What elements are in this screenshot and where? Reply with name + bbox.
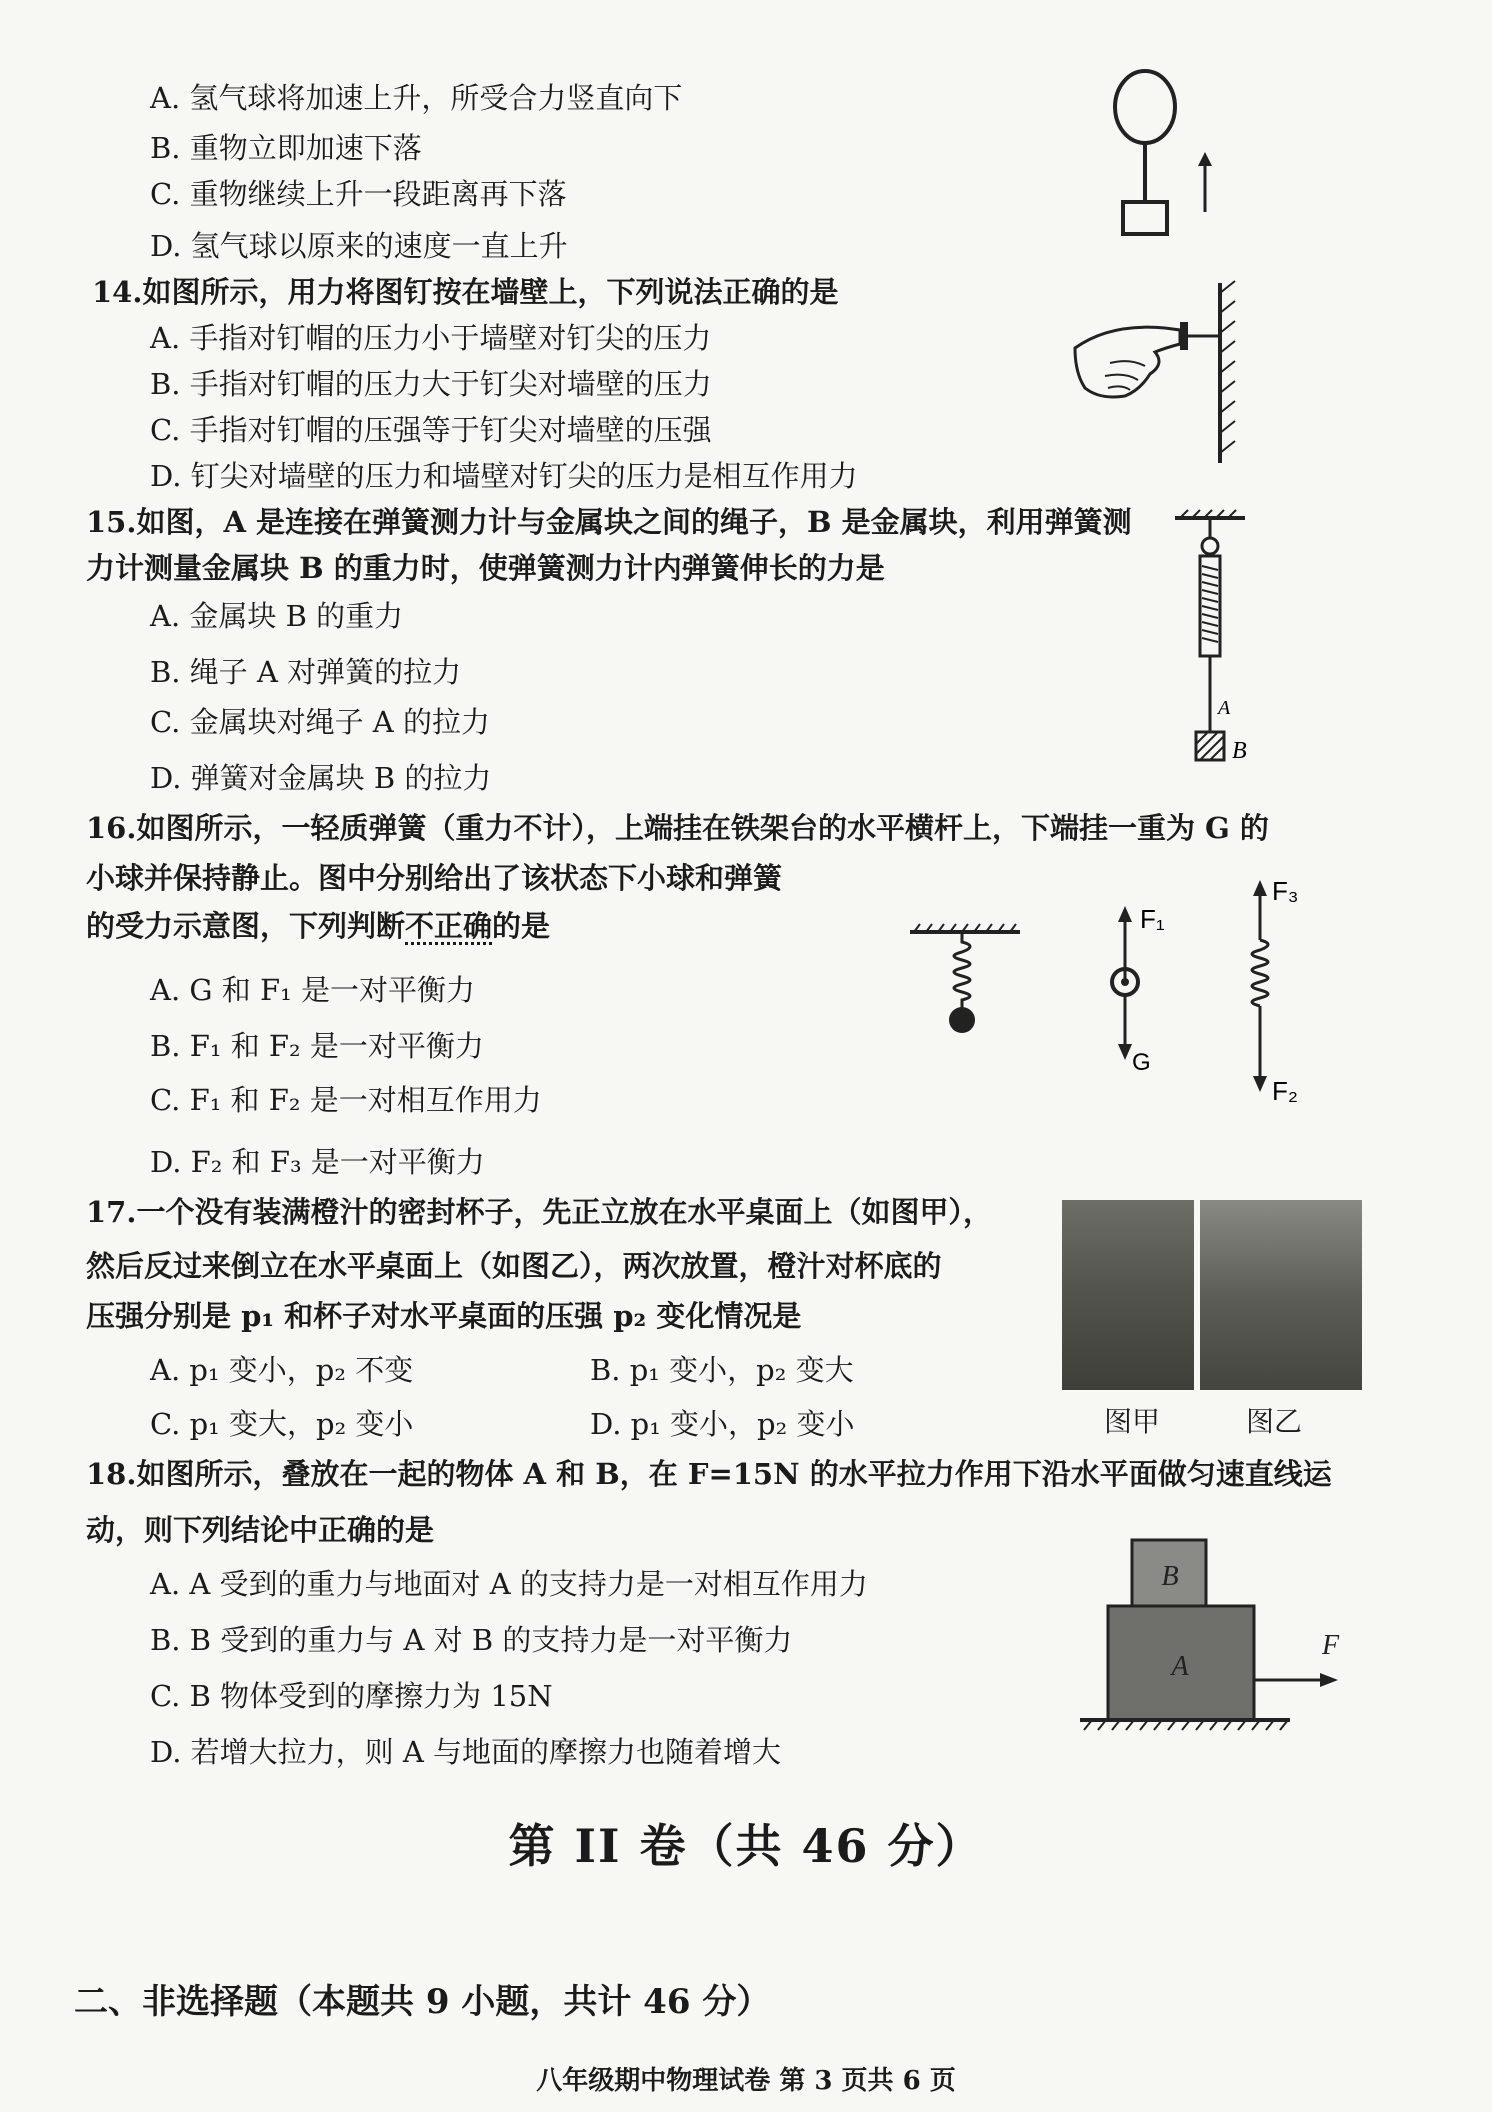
- q15-option-d: D. 弹簧对金属块 B 的拉力: [150, 761, 492, 795]
- q14-option-b: B. 手指对钉帽的压力大于钉尖对墙壁的压力: [150, 367, 712, 401]
- caption-figure-1: 图甲: [1104, 1405, 1161, 1438]
- q17-option-b: B. p₁ 变小，p₂ 变大: [590, 1353, 854, 1387]
- block-b-label: B: [1161, 1561, 1179, 1592]
- q16-option-b: B. F₁ 和 F₂ 是一对平衡力: [150, 1029, 484, 1063]
- q17-stem-line3: 压强分别是 p₁ 和杯子对水平桌面的压强 p₂ 变化情况是: [86, 1299, 802, 1333]
- force-f1-label: F₁: [1140, 904, 1165, 934]
- rope-a-label: A: [1218, 697, 1231, 719]
- part2-title: 第 II 卷（共 46 分）: [508, 1819, 984, 1873]
- thumbtack-figure: [1070, 278, 1260, 468]
- q18-option-d: D. 若增大拉力，则 A 与地面的摩擦力也随着增大: [150, 1735, 782, 1769]
- q15-option-c: C. 金属块对绳子 A 的拉力: [150, 705, 490, 739]
- q18-option-c: C. B 物体受到的摩擦力为 15N: [150, 1679, 553, 1713]
- spring-ball-force-figure: [900, 870, 1360, 1120]
- q16-option-a: A. G 和 F₁ 是一对平衡力: [150, 973, 475, 1007]
- caption-figure-2: 图乙: [1246, 1405, 1303, 1438]
- q15-option-b: B. 绳子 A 对弹簧的拉力: [150, 655, 462, 689]
- photo-cup-inverted: [1200, 1200, 1362, 1390]
- q13-option-a: A. 氢气球将加速上升，所受合力竖直向下: [150, 81, 683, 115]
- q14-option-c: C. 手指对钉帽的压强等于钉尖对墙壁的压强: [150, 413, 712, 447]
- q15-stem-line2: 力计测量金属块 B 的重力时，使弹簧测力计内弹簧伸长的力是: [86, 551, 885, 585]
- q18-option-b: B. B 受到的重力与 A 对 B 的支持力是一对平衡力: [150, 1623, 793, 1657]
- q14-stem: 14.如图所示，用力将图钉按在墙壁上，下列说法正确的是: [92, 275, 839, 309]
- block-a-label: A: [1171, 1651, 1189, 1682]
- page-footer: 八年级期中物理试卷 第 3 页共 6 页: [536, 2066, 956, 2096]
- q18-stem-line1: 18.如图所示，叠放在一起的物体 A 和 B，在 F=15N 的水平拉力作用下沿水平面做匀速直线运: [86, 1457, 1332, 1491]
- q17-option-c: C. p₁ 变大，p₂ 变小: [150, 1407, 414, 1441]
- q16-stem-line1: 16.如图所示，一轻质弹簧（重力不计），上端挂在铁架台的水平横杆上，下端挂一重为 G 的: [86, 811, 1269, 845]
- photo-cup-upright: [1062, 1200, 1194, 1390]
- q15-option-a: A. 金属块 B 的重力: [150, 599, 404, 633]
- gravity-g-label: G: [1132, 1049, 1151, 1076]
- force-f3-label: F₃: [1272, 876, 1299, 906]
- q13-option-c: C. 重物继续上升一段距离再下落: [150, 177, 567, 211]
- block-b-label: B: [1232, 738, 1247, 764]
- q13-option-b: B. 重物立即加速下落: [150, 131, 422, 165]
- stacked-blocks-figure: [1070, 1530, 1370, 1750]
- force-f-label: F: [1322, 1630, 1340, 1661]
- balloon-figure: [1105, 62, 1245, 242]
- q16-option-d: D. F₂ 和 F₃ 是一对平衡力: [150, 1145, 485, 1179]
- force-f2-label: F₂: [1272, 1076, 1298, 1106]
- spring-scale-figure: [1170, 508, 1290, 778]
- q16-stem-line3: 的受力示意图，下列判断不正确的是: [86, 909, 551, 943]
- q14-option-a: A. 手指对钉帽的压力小于墙壁对钉尖的压力: [150, 321, 712, 355]
- q17-option-d: D. p₁ 变小，p₂ 变小: [590, 1407, 855, 1441]
- emphasis-not-correct: 不正确: [405, 909, 493, 943]
- q13-option-d: D. 氢气球以原来的速度一直上升: [150, 229, 568, 263]
- q18-stem-line2: 动，则下列结论中正确的是: [86, 1513, 435, 1547]
- q15-stem-line1: 15.如图，A 是连接在弹簧测力计与金属块之间的绳子，B 是金属块，利用弹簧测: [86, 505, 1132, 539]
- q16-stem-line2: 小球并保持静止。图中分别给出了该状态下小球和弹簧: [86, 861, 783, 895]
- q17-stem-line1: 17.一个没有装满橙汁的密封杯子，先正立放在水平桌面上（如图甲），: [86, 1195, 992, 1229]
- q14-option-d: D. 钉尖对墙壁的压力和墙壁对钉尖的压力是相互作用力: [150, 459, 858, 493]
- q18-option-a: A. A 受到的重力与地面对 A 的支持力是一对相互作用力: [150, 1567, 868, 1601]
- section2-heading: 二、非选择题（本题共 9 小题，共计 46 分）: [74, 1982, 771, 2022]
- q16-option-c: C. F₁ 和 F₂ 是一对相互作用力: [150, 1083, 542, 1117]
- q17-stem-line2: 然后反过来倒立在水平桌面上（如图乙），两次放置，橙汁对杯底的: [86, 1249, 942, 1283]
- q17-option-a: A. p₁ 变小，p₂ 不变: [150, 1353, 414, 1387]
